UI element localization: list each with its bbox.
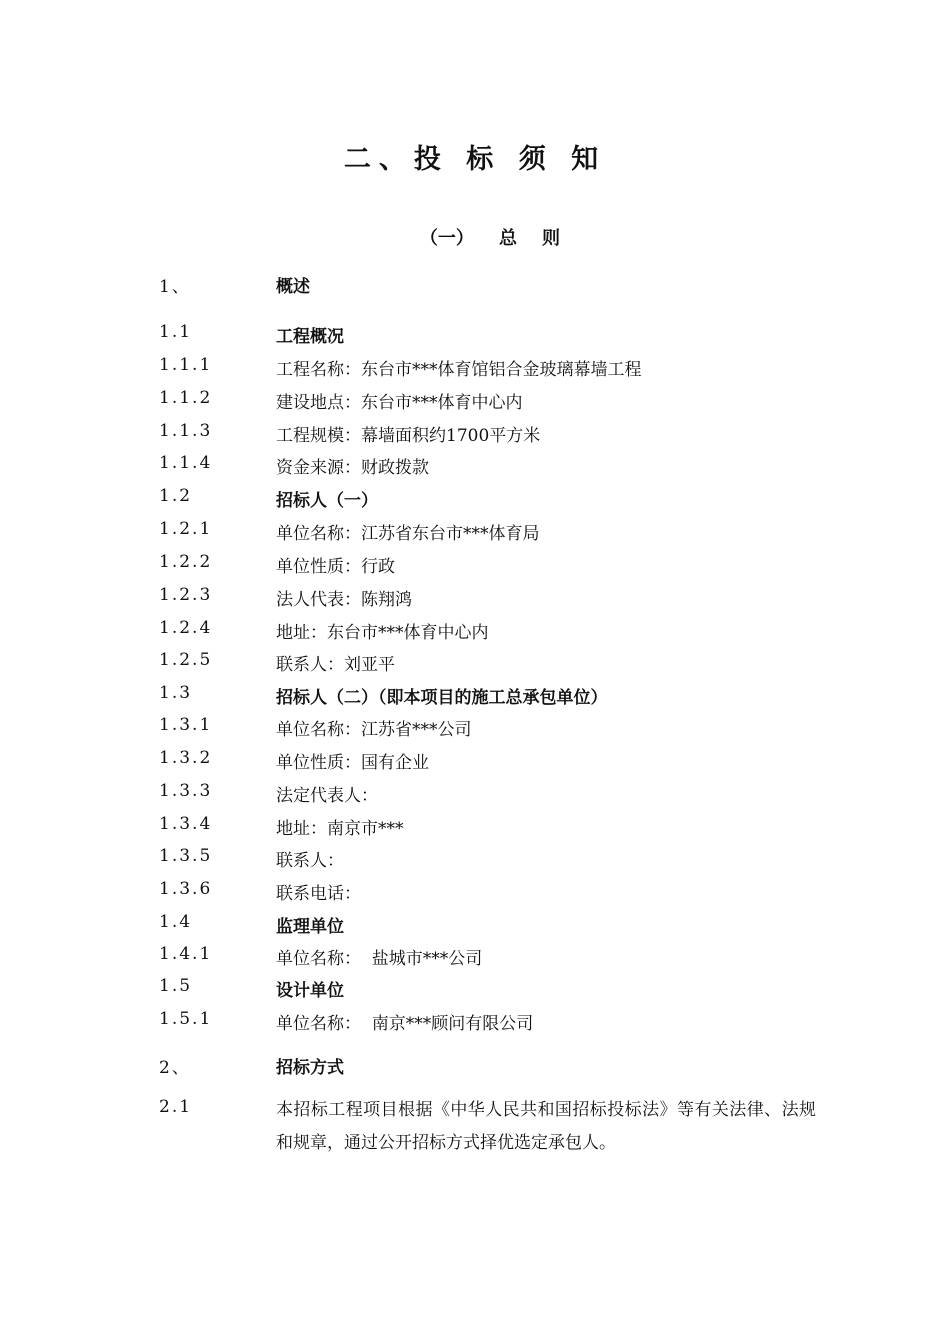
clause-text: 资金来源：财政拨款 <box>276 458 429 478</box>
clause-row <box>0 976 950 1006</box>
clause-number: 1.3.3 <box>159 781 213 801</box>
paragraph-row <box>0 1094 950 1164</box>
clause-text: 地址：东台市***体育中心内 <box>276 623 489 643</box>
clause-paragraph: 本招标工程项目根据《中华人民共和国招标投标法》等有关法律、法规和规章，通过公开招标方式择优选定承包人。 <box>276 1100 816 1153</box>
clause-text: 单位名称：江苏省***公司 <box>276 720 472 740</box>
clause-text: 招标人（一） <box>276 491 378 511</box>
section-title: （一） 总 则 <box>419 228 561 249</box>
clause-row <box>0 650 950 680</box>
clause-row <box>0 846 950 876</box>
clause-text: 联系电话： <box>276 884 361 904</box>
document-title: 二、投 标 须 知 <box>343 144 607 175</box>
clause-text: 招标人（二）（即本项目的施工总承包单位） <box>276 688 608 708</box>
clause-text: 单位名称： 盐城市***公司 <box>276 949 483 969</box>
clause-text: 工程名称：东台市***体育馆铝合金玻璃幕墙工程 <box>276 360 642 380</box>
clause-number: 1.4 <box>159 912 193 932</box>
clause-number: 1.3.5 <box>159 846 213 866</box>
clause-text: 设计单位 <box>276 981 344 1001</box>
clause-text: 单位性质：行政 <box>276 557 395 577</box>
clause-text: 地址：南京市*** <box>276 819 404 839</box>
clause-row <box>0 618 950 648</box>
clause-number: 1.5.1 <box>159 1009 213 1029</box>
clause-row <box>0 453 950 483</box>
clause-text: 招标方式 <box>276 1058 344 1078</box>
clause-number: 1.2.5 <box>159 650 213 670</box>
clause-row <box>0 879 950 909</box>
clause-number: 1.1.2 <box>159 388 213 408</box>
clause-row <box>0 683 950 713</box>
clause-number: 1.3.1 <box>159 715 213 735</box>
clause-row <box>0 552 950 582</box>
clause-row <box>0 715 950 745</box>
clause-text: 工程规模：幕墙面积约1700平方米 <box>276 426 541 446</box>
clause-row <box>0 944 950 974</box>
clause-row <box>0 388 950 418</box>
clause-number: 1、 <box>159 277 191 297</box>
clause-text: 单位名称：江苏省东台市***体育局 <box>276 524 540 544</box>
clause-row <box>0 519 950 549</box>
clause-number: 1.1.1 <box>159 355 213 375</box>
clause-text: 联系人： <box>276 851 344 871</box>
clause-row <box>0 486 950 516</box>
clause-number: 1.1.4 <box>159 453 213 473</box>
clause-text: 建设地点：东台市***体育中心内 <box>276 393 523 413</box>
clause-number: 1.3.2 <box>159 748 213 768</box>
clause-number: 2.1 <box>159 1097 193 1117</box>
clause-number: 1.2.3 <box>159 585 213 605</box>
clause-row <box>0 272 950 302</box>
clause-text: 单位名称： 南京***顾问有限公司 <box>276 1014 534 1034</box>
clause-text: 工程概况 <box>276 327 344 347</box>
clause-row <box>0 1053 950 1083</box>
clause-text: 法人代表：陈翔鸿 <box>276 590 412 610</box>
clause-row <box>0 322 950 352</box>
clause-number: 1.3 <box>159 683 193 703</box>
clause-number: 1.3.4 <box>159 814 213 834</box>
clause-number: 1.1.3 <box>159 421 213 441</box>
clause-number: 1.2 <box>159 486 193 506</box>
clause-number: 2、 <box>159 1058 191 1078</box>
clause-text: 联系人：刘亚平 <box>276 655 395 675</box>
clause-text: 监理单位 <box>276 917 344 937</box>
clause-number: 1.5 <box>159 976 193 996</box>
clause-text: 法定代表人： <box>276 786 378 806</box>
clause-number: 1.4.1 <box>159 944 213 964</box>
clause-text: 单位性质：国有企业 <box>276 753 429 773</box>
clause-row <box>0 585 950 615</box>
clause-row <box>0 355 950 385</box>
clause-row <box>0 912 950 942</box>
clause-number: 1.3.6 <box>159 879 213 899</box>
clause-row <box>0 814 950 844</box>
clause-row <box>0 781 950 811</box>
clause-number: 1.1 <box>159 322 193 342</box>
clause-number: 1.2.2 <box>159 552 213 572</box>
clause-number: 1.2.4 <box>159 618 213 638</box>
clause-text: 概述 <box>276 277 310 297</box>
clause-row <box>0 748 950 778</box>
clause-row <box>0 421 950 451</box>
clause-number: 1.2.1 <box>159 519 213 539</box>
clause-row <box>0 1009 950 1039</box>
